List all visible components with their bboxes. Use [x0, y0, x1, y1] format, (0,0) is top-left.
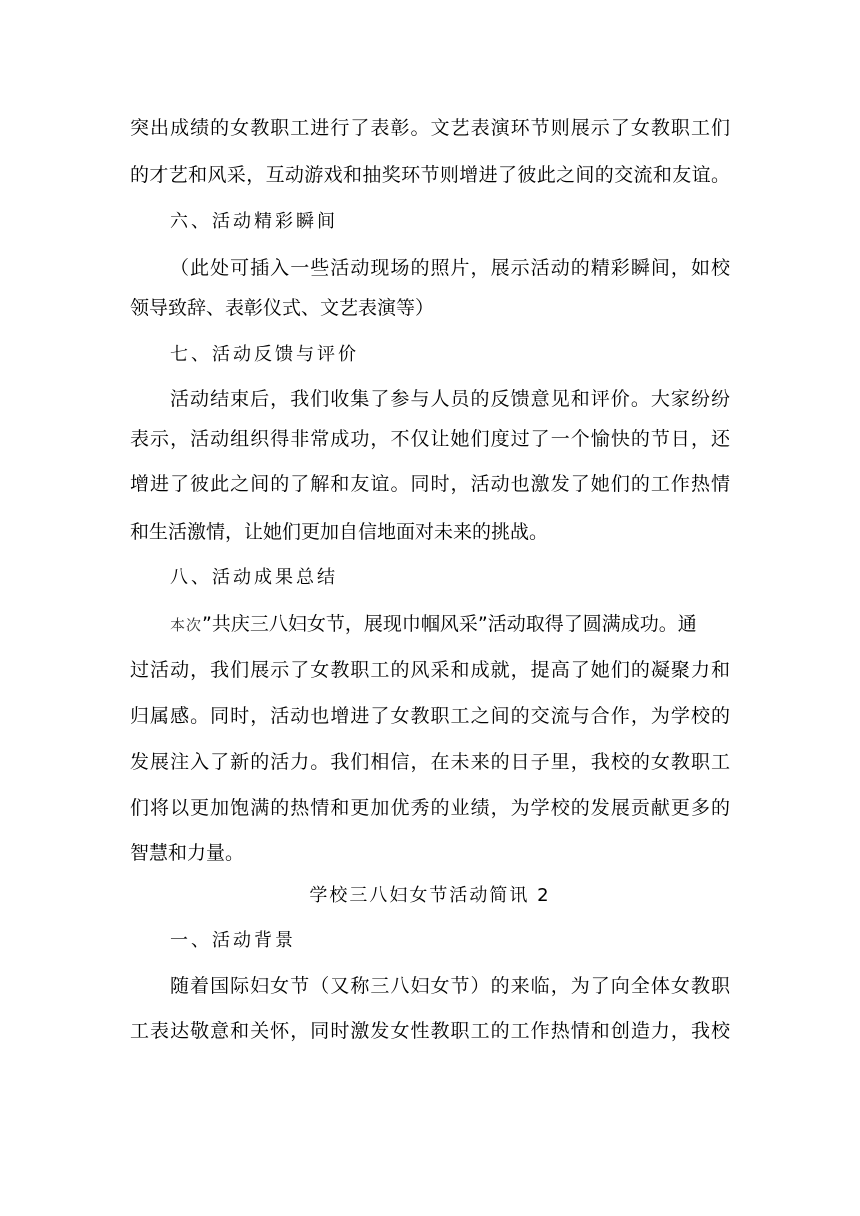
- article-title: 学校三八妇女节活动简讯 2: [309, 885, 551, 906]
- body-line: [170, 608, 730, 640]
- body-line: （此处可插入一些活动现场的照片，展示活动的精彩瞬间，如校: [170, 257, 730, 279]
- section-heading-6: 六、活动精彩瞬间: [170, 211, 338, 232]
- body-line: 归属感。同时，活动也增进了女教职工之间的交流与合作，为学校的: [130, 705, 730, 727]
- body-line: 突出成绩的女教职工进行了表彰。文艺表演环节则展示了女教职工们: [130, 117, 730, 139]
- body-line: 增进了彼此之间的了解和友谊。同时，活动也激发了她们的工作热情: [130, 473, 730, 495]
- body-line: 们将以更加饱满的热情和更加优秀的业绩，为学校的发展贡献更多的: [130, 797, 730, 819]
- body-line: 过活动，我们展示了女教职工的风采和成就，提高了她们的凝聚力和: [130, 659, 730, 681]
- body-line-rest: ”共庆三八妇女节，展现巾帼风采”活动取得了圆满成功。通: [202, 613, 697, 635]
- body-line-prefix: 本次: [170, 616, 203, 634]
- body-line: 表示，活动组织得非常成功，不仅让她们度过了一个愉快的节日，还: [130, 428, 730, 450]
- body-line: 发展注入了新的活力。我们相信，在未来的日子里，我校的女教职工: [130, 751, 730, 773]
- section-heading-7: 七、活动反馈与评价: [170, 344, 359, 365]
- body-line: 领导致辞、表彰仪式、文艺表演等）: [130, 297, 435, 319]
- body-line: 智慧和力量。: [130, 842, 245, 864]
- body-line: 的才艺和风采，互动游戏和抽奖环节则增进了彼此之间的交流和友谊。: [130, 164, 730, 186]
- section-heading-8: 八、活动成果总结: [170, 567, 338, 588]
- section-heading-1: 一、活动背景: [170, 930, 296, 951]
- body-line: 随着国际妇女节（又称三八妇女节）的来临，为了向全体女教职: [170, 975, 730, 997]
- body-line: 工表达敬意和关怀，同时激发女性教职工的工作热情和创造力，我校: [130, 1020, 730, 1042]
- body-line: 活动结束后，我们收集了参与人员的反馈意见和评价。大家纷纷: [170, 388, 730, 410]
- body-line: 和生活激情，让她们更加自信地面对未来的挑战。: [130, 521, 549, 543]
